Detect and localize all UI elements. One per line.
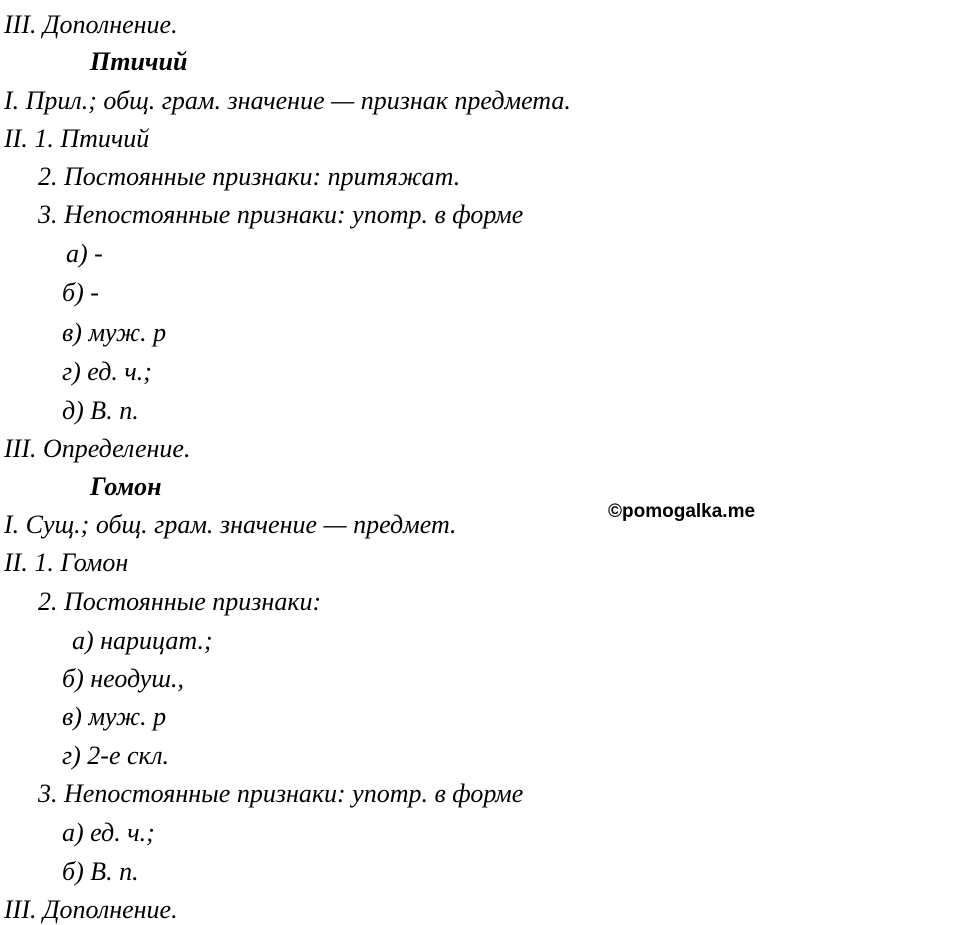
variable-features-line: 3. Непостоянные признаки: употр. в форме <box>38 779 524 808</box>
part-of-speech-line: I. Сущ.; общ. грам. значение — предмет. <box>4 510 457 539</box>
feature-item: б) неодуш., <box>62 664 184 693</box>
feature-item: д) В. п. <box>62 396 139 425</box>
word-heading-gomon: Гомон <box>90 472 162 501</box>
feature-item: в) муж. р <box>62 318 167 347</box>
feature-item: б) В. п. <box>62 857 139 886</box>
feature-item: а) нарицат.; <box>72 626 213 655</box>
part-of-speech-line: I. Прил.; общ. грам. значение — признак предмета. <box>4 86 571 115</box>
feature-item: в) муж. р <box>62 702 167 731</box>
section-attribute-label: III. Определение. <box>4 434 191 463</box>
feature-item: а) ед. ч.; <box>62 818 155 847</box>
watermark-text: ©pomogalka.me <box>608 501 756 522</box>
feature-item: г) ед. ч.; <box>62 357 152 386</box>
initial-form-line: II. 1. Гомон <box>4 548 129 577</box>
section-addition-label: III. Дополнение. <box>4 10 178 39</box>
feature-item: а) - <box>66 239 103 268</box>
variable-features-line: 3. Непостоянные признаки: употр. в форме <box>38 200 524 229</box>
section-addition-label: III. Дополнение. <box>4 895 178 924</box>
word-heading-ptichiy: Птичий <box>90 47 188 76</box>
constant-features-line: 2. Постоянные признаки: притяжат. <box>38 162 461 191</box>
constant-features-line: 2. Постоянные признаки: <box>38 587 322 616</box>
initial-form-line: II. 1. Птичий <box>4 124 150 153</box>
feature-item: б) - <box>62 278 99 307</box>
feature-item: г) 2-е скл. <box>62 741 170 770</box>
